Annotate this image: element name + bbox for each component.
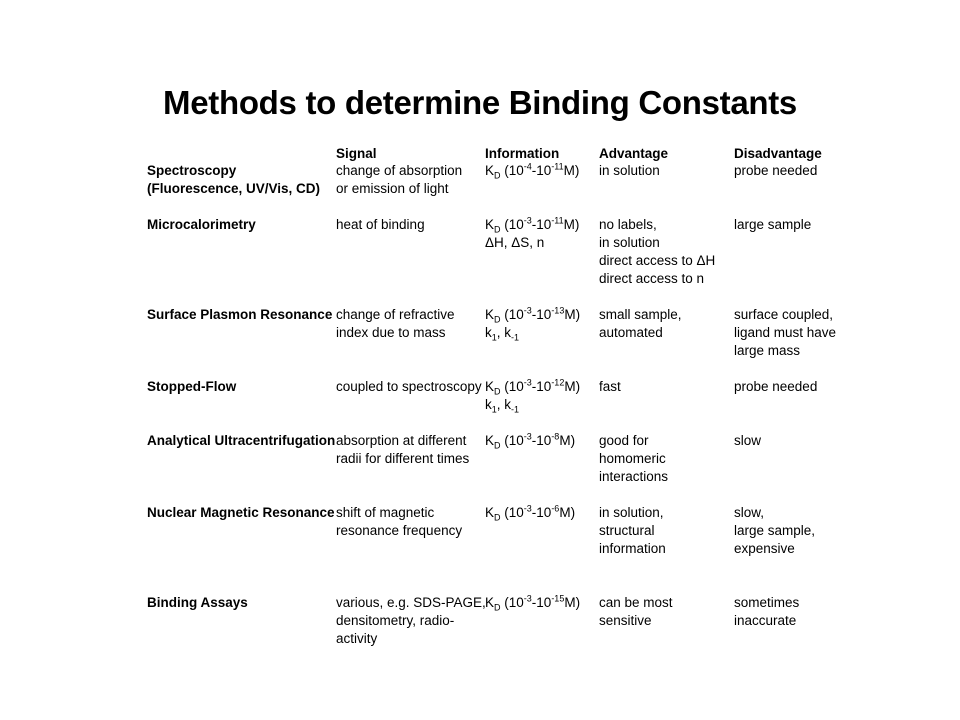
method-line: Microcalorimetry [147, 217, 256, 232]
cell-method [147, 162, 320, 198]
disadvantage-line: slow [734, 433, 762, 448]
signal-line: resonance frequency [336, 523, 463, 538]
disadvantage-line: probe needed [734, 163, 818, 178]
method-line: Analytical Ultracentrifugation [147, 433, 336, 448]
cell-advantage [599, 378, 621, 396]
cell-method [147, 504, 335, 522]
cell-signal [336, 162, 462, 198]
header-signal: Signal [336, 146, 377, 161]
disadvantage-line: ligand must have [734, 325, 837, 340]
signal-line: coupled to spectroscopy [336, 379, 482, 394]
cell-information [485, 504, 575, 522]
signal-line: change of refractive [336, 307, 455, 322]
information-line: $K_D$ $(10^{-3}-10^{-6}M)$ [485, 503, 576, 523]
advantage-line: information [599, 541, 666, 556]
advantage-line: small sample, [599, 307, 682, 322]
advantage-line: fast [599, 379, 621, 394]
signal-line: radii for different times [336, 451, 470, 466]
cell-disadvantage [734, 378, 817, 396]
cell-disadvantage [734, 432, 761, 450]
advantage-line: structural [599, 523, 655, 538]
cell-disadvantage [734, 504, 815, 558]
cell-disadvantage [734, 594, 799, 630]
signal-line: densitometry, radio- [336, 613, 455, 628]
cell-method [147, 216, 256, 234]
cell-information [485, 306, 580, 342]
cell-advantage [599, 594, 673, 630]
information-line: $k_1$, $k_{-1}$ [485, 397, 520, 415]
cell-advantage [599, 162, 660, 180]
signal-line: index due to mass [336, 325, 446, 340]
header-advantage: Advantage [599, 146, 669, 161]
cell-information [485, 432, 575, 450]
disadvantage-line: surface coupled, [734, 307, 834, 322]
cell-method [147, 594, 248, 612]
information-line: $K_D$ $(10^{-3}-10^{-13}M)$ [485, 305, 581, 325]
cell-method [147, 432, 335, 450]
advantage-line: direct access to ΔH [599, 253, 716, 268]
advantage-line: in solution [599, 235, 660, 250]
information-line: $K_D$ $(10^{-3}-10^{-8}M)$ [485, 431, 576, 451]
cell-advantage [599, 504, 666, 558]
advantage-line: in solution [599, 163, 660, 178]
signal-line: shift of magnetic [336, 505, 435, 520]
cell-advantage [599, 432, 668, 486]
advantage-line: direct access to n [599, 271, 705, 286]
advantage-line: interactions [599, 469, 669, 484]
advantage-line: no labels, [599, 217, 657, 232]
information-line: $K_D$ $(10^{-4}-10^{-11}M)$ [485, 161, 580, 181]
cell-method [147, 378, 236, 396]
advantage-line: sensitive [599, 613, 652, 628]
disadvantage-line: probe needed [734, 379, 818, 394]
advantage-line: automated [599, 325, 663, 340]
disadvantage-line: large mass [734, 343, 801, 358]
disadvantage-line: large sample, [734, 523, 816, 538]
advantage-line: good for [599, 433, 649, 448]
signal-line: activity [336, 631, 378, 646]
cell-advantage [599, 306, 682, 342]
disadvantage-line: expensive [734, 541, 795, 556]
cell-information [485, 594, 580, 612]
signal-line: heat of binding [336, 217, 425, 232]
information-line: $K_D$ $(10^{-3}-10^{-15}M)$ [485, 593, 581, 613]
page-title: Methods to determine Binding Constants [163, 84, 797, 121]
cell-signal [336, 432, 469, 468]
disadvantage-line: inaccurate [734, 613, 797, 628]
method-line: Stopped-Flow [147, 379, 237, 394]
disadvantage-line: sometimes [734, 595, 800, 610]
advantage-line: homomeric [599, 451, 666, 466]
method-line: Nuclear Magnetic Resonance [147, 505, 335, 520]
header-information: Information [485, 146, 560, 161]
signal-line: or emission of light [336, 181, 449, 196]
disadvantage-line: large sample [734, 217, 812, 232]
cell-signal [336, 504, 462, 540]
information-line: $K_D$ $(10^{-3}-10^{-12}M)$ [485, 377, 581, 397]
advantage-line: can be most [599, 595, 673, 610]
cell-signal [336, 378, 482, 396]
cell-signal [336, 216, 425, 234]
signal-line: various, e.g. SDS-PAGE, [336, 595, 486, 610]
cell-disadvantage [734, 162, 817, 180]
cell-signal [336, 306, 455, 342]
signal-line: change of absorption [336, 163, 463, 178]
method-line: Surface Plasmon Resonance [147, 307, 333, 322]
cell-information [485, 162, 579, 180]
method-line: Spectroscopy [147, 163, 237, 178]
information-line: ΔH, ΔS, n [485, 235, 545, 250]
method-line: Binding Assays [147, 595, 248, 610]
header-disadvantage: Disadvantage [734, 146, 822, 161]
disadvantage-line: slow, [734, 505, 765, 520]
information-line: $k_1$, $k_{-1}$ [485, 325, 520, 343]
method-line: (Fluorescence, UV/Vis, CD) [147, 181, 321, 196]
cell-advantage [599, 216, 715, 288]
cell-information [485, 216, 579, 252]
cell-disadvantage [734, 216, 811, 234]
cell-method [147, 306, 332, 324]
advantage-line: in solution, [599, 505, 664, 520]
information-line: $K_D$ $(10^{-3}-10^{-11}M)$ [485, 215, 580, 235]
cell-disadvantage [734, 306, 836, 360]
cell-information [485, 378, 580, 414]
signal-line: absorption at different [336, 433, 467, 448]
cell-signal [336, 594, 486, 648]
